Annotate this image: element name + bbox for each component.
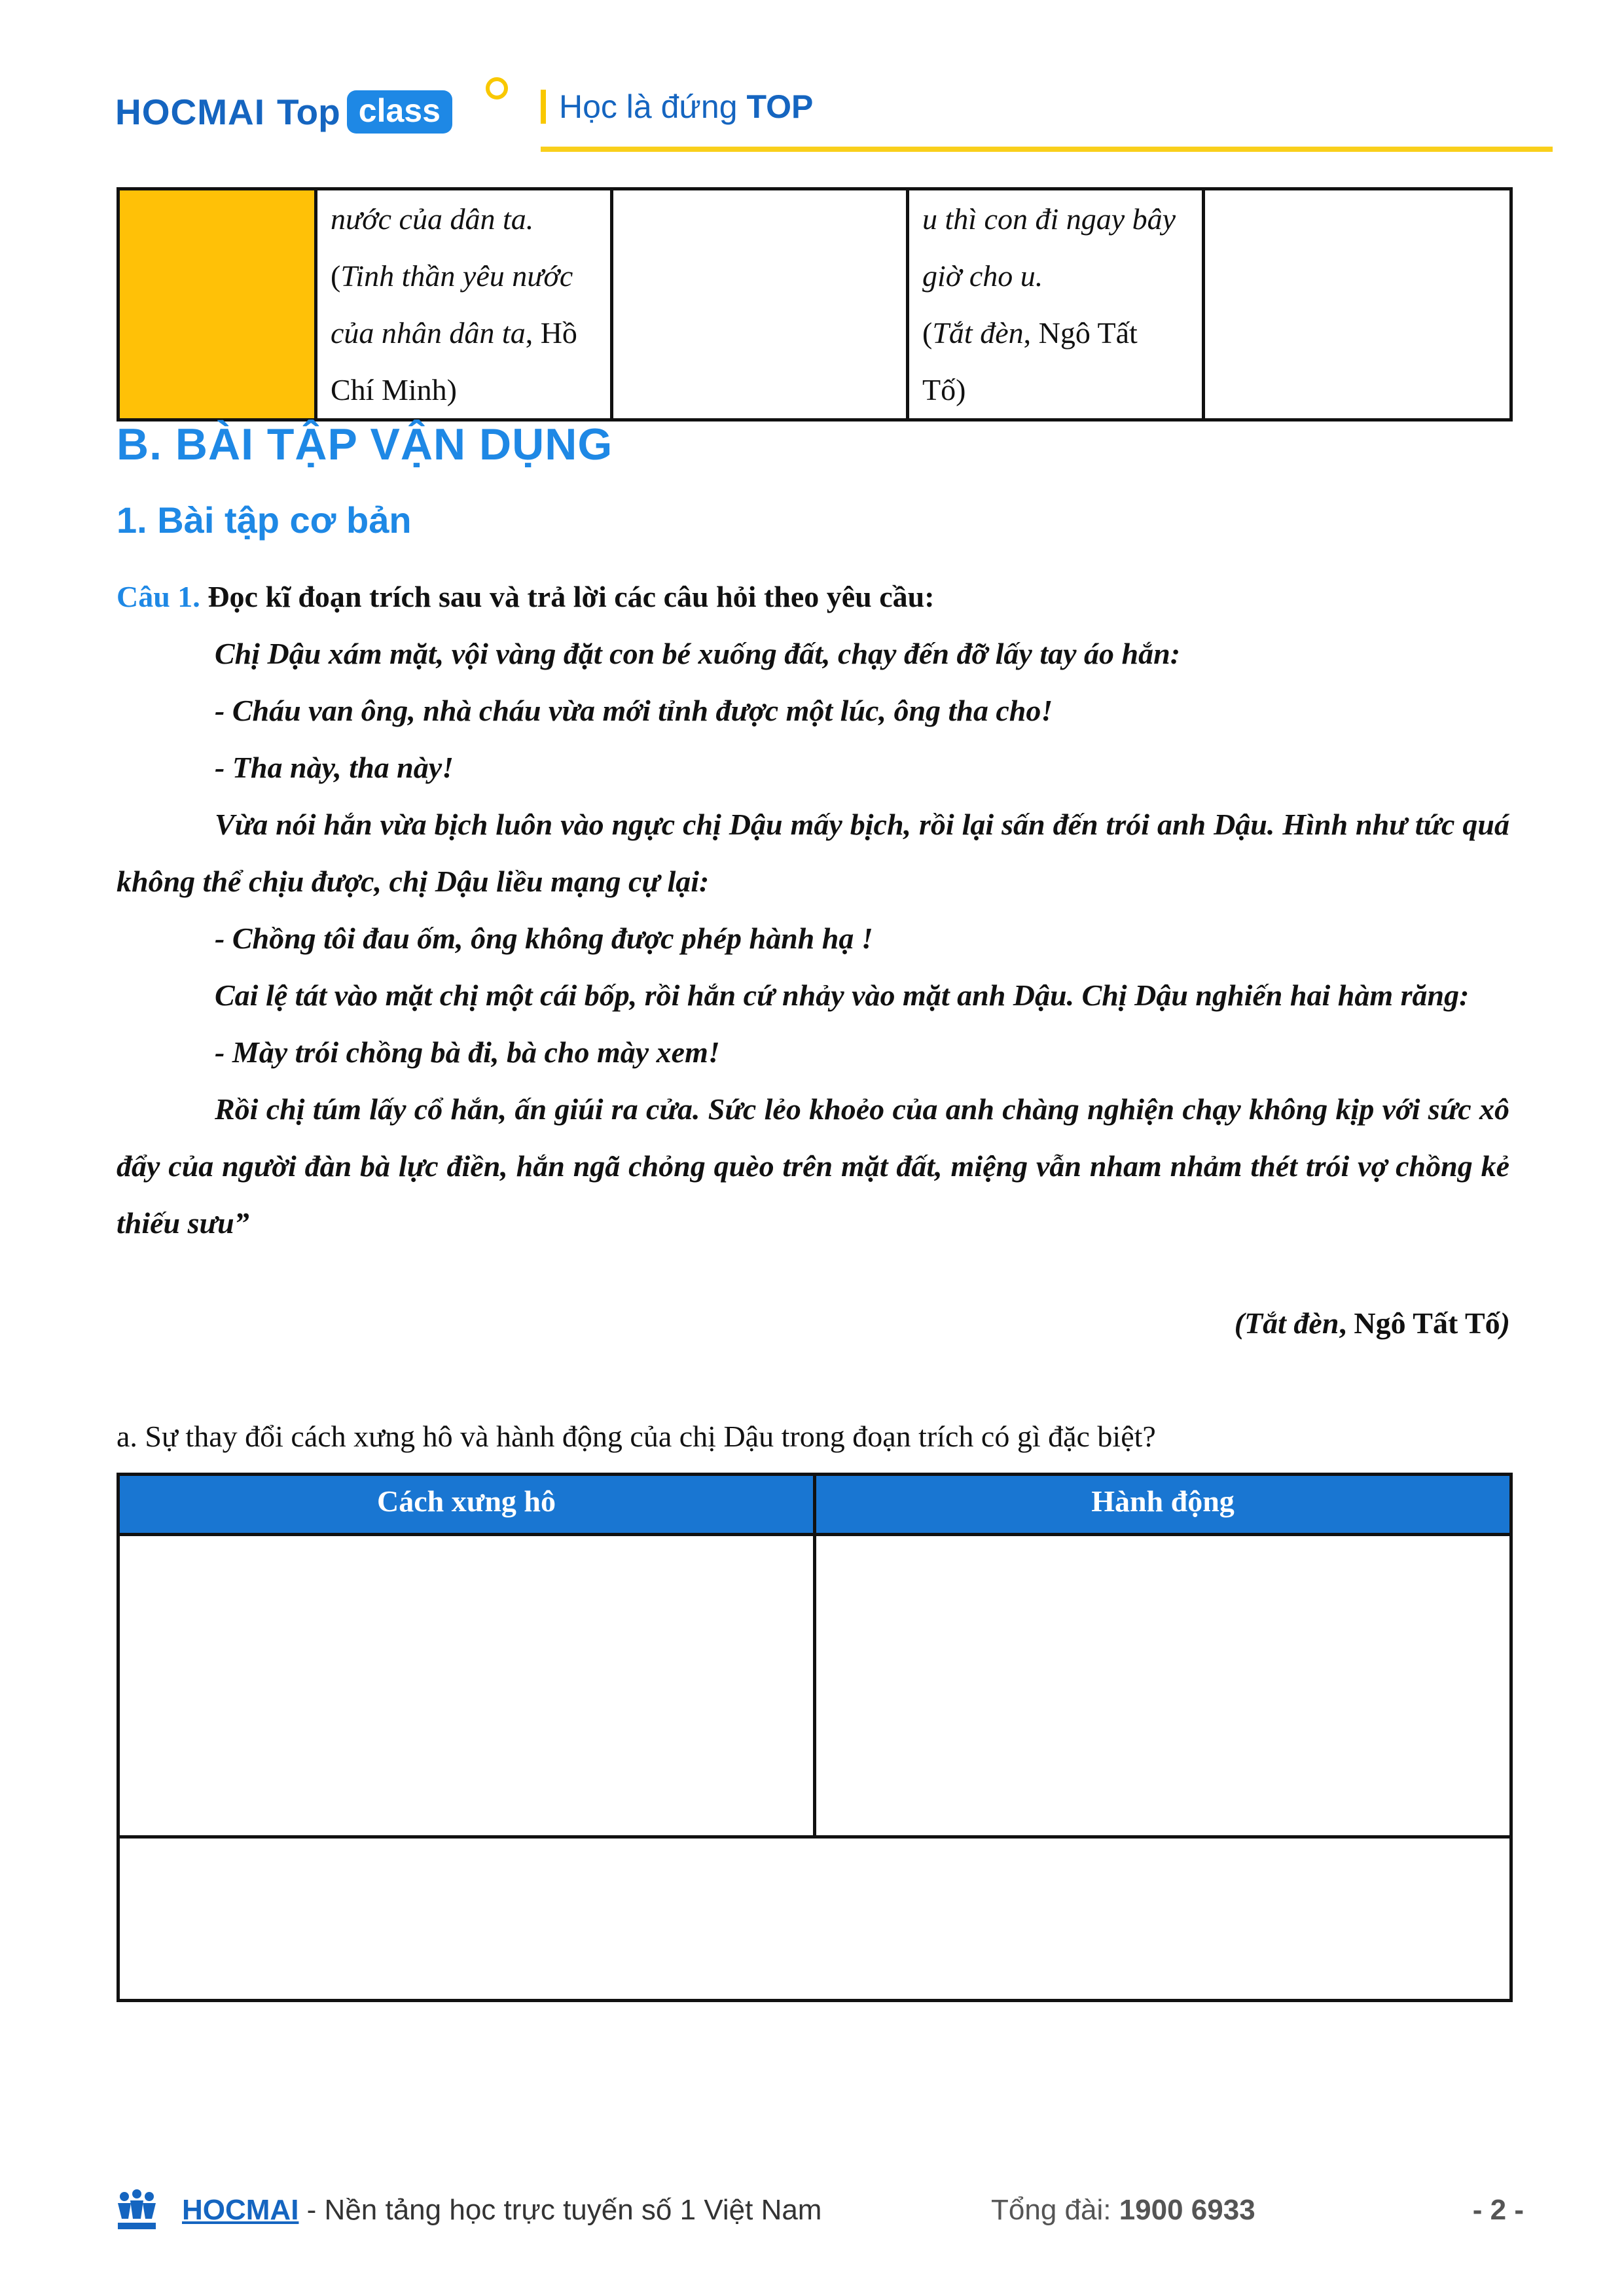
hotline-label: Tổng đài:: [991, 2194, 1119, 2226]
question-label: Câu 1.: [117, 580, 200, 613]
source-open: (: [1234, 1306, 1245, 1340]
excerpt-paragraph: Vừa nói hắn vừa bịch luôn vào ngực chị Dậu mấy bịch, rồi lại sấn đến trói anh Dậu. Hình như tức quá không thể chịu được, chị Dậu liều mạng cự lại:: [117, 808, 1509, 898]
cell-line: u thì con đi ngay bây: [922, 202, 1176, 236]
logo-hocmai-text: HOCMAI: [115, 92, 266, 132]
footer-tagline: - Nền tảng học trực tuyến số 1 Việt Nam: [298, 2194, 822, 2226]
answer-cell-conclusion[interactable]: [118, 1837, 1511, 2001]
cell-paren: (: [331, 259, 341, 293]
gear-icon: [486, 77, 508, 99]
table-cell-empty: [1204, 189, 1511, 420]
cell-line: Chí Minh): [331, 373, 457, 406]
cell-italic: Tắt đèn: [932, 316, 1024, 350]
table-cell-example-1: [316, 189, 612, 420]
answer-table: [117, 1473, 1513, 2002]
footer-brand-link[interactable]: HOCMAI: [182, 2194, 299, 2226]
question-text: Đọc kĩ đoạn trích sau và trả lời các câu hỏi theo yêu cầu:: [208, 580, 935, 613]
slogan-bold: TOP: [746, 88, 814, 125]
hotline-number: 1900 6933: [1119, 2194, 1255, 2226]
cell-line: giờ cho u.: [922, 259, 1043, 293]
cell-line: Tố): [922, 373, 966, 406]
source-title: Tắt đèn: [1244, 1306, 1339, 1340]
excerpt-paragraph: - Chồng tôi đau ốm, ông không được phép hành hạ !: [215, 922, 873, 955]
answer-header-address: Cách xưng hô: [118, 1475, 815, 1535]
excerpt-paragraph: - Tha này, tha này!: [215, 751, 454, 784]
question-1: [117, 568, 1511, 625]
excerpt-paragraph: Cai lệ tát vào mặt chị một cái bốp, rồi hắn cứ nhảy vào mặt anh Dậu. Chị Dậu nghiến hai hàm răng:: [215, 978, 1470, 1012]
excerpt-paragraph: Chị Dậu xám mặt, vội vàng đặt con bé xuống đất, chạy đến đỡ lấy tay áo hắn:: [215, 637, 1181, 670]
yellow-label-cell: [118, 189, 316, 420]
continued-table: [117, 187, 1513, 422]
excerpt: [117, 625, 1509, 1251]
cell-line: , Ngô Tất: [1023, 316, 1138, 350]
cell-italic: của nhân dân ta: [331, 316, 526, 350]
logo-class-badge: class: [347, 90, 452, 134]
footer-hotline: [991, 2194, 1255, 2227]
section-1-heading: 1. Bài tập cơ bản: [117, 499, 412, 541]
answer-header-action: Hành động: [815, 1475, 1511, 1535]
excerpt-paragraph: Rồi chị túm lấy cổ hắn, ấn giúi ra cửa. Sức lẻo khoẻo của anh chàng nghiện chạy không kịp với sức xô đẩy của người đàn bà lực điền, hắn ngã chỏng quèo trên mặt đất, miệng vẫn nham nhảm thét trói vợ chồng kẻ thiếu sưu”: [117, 1092, 1509, 1240]
cell-italic: Tinh thần yêu nước: [340, 259, 573, 293]
cell-paren: (: [922, 316, 933, 350]
source-author: , Ngô Tất Tố: [1339, 1306, 1500, 1340]
cell-line: , Hồ: [525, 316, 577, 350]
page-number: - 2 -: [1472, 2194, 1524, 2226]
excerpt-paragraph: - Cháu van ông, nhà cháu vừa mới tỉnh được một lúc, ông tha cho!: [215, 694, 1053, 727]
hocmai-topclass-logo: [115, 82, 452, 141]
table-cell-empty: [612, 189, 908, 420]
sub-question-a: a. Sự thay đổi cách xưng hô và hành động của chị Dậu trong đoạn trích có gì đặc biệt?: [117, 1420, 1156, 1453]
logo-top-text: Top: [277, 92, 340, 132]
header-underline: [541, 147, 1553, 152]
slogan: [541, 88, 813, 126]
cell-line: nước của dân ta.: [331, 202, 534, 236]
page-footer: [115, 2186, 1529, 2238]
answer-cell-action[interactable]: [815, 1535, 1511, 1837]
answer-cell-address[interactable]: [118, 1535, 815, 1837]
hocmai-people-icon: [115, 2189, 158, 2232]
footer-brand: [182, 2194, 821, 2227]
table-cell-example-2: [908, 189, 1204, 420]
source-close: ): [1500, 1306, 1510, 1340]
section-b-heading: B. BÀI TẬP VẬN DỤNG: [117, 420, 613, 469]
excerpt-paragraph: - Mày trói chồng bà đi, bà cho mày xem!: [215, 1035, 720, 1069]
slogan-prefix: Học là đứng: [559, 88, 738, 125]
excerpt-source: [1235, 1306, 1510, 1340]
slogan-divider: [541, 90, 546, 124]
